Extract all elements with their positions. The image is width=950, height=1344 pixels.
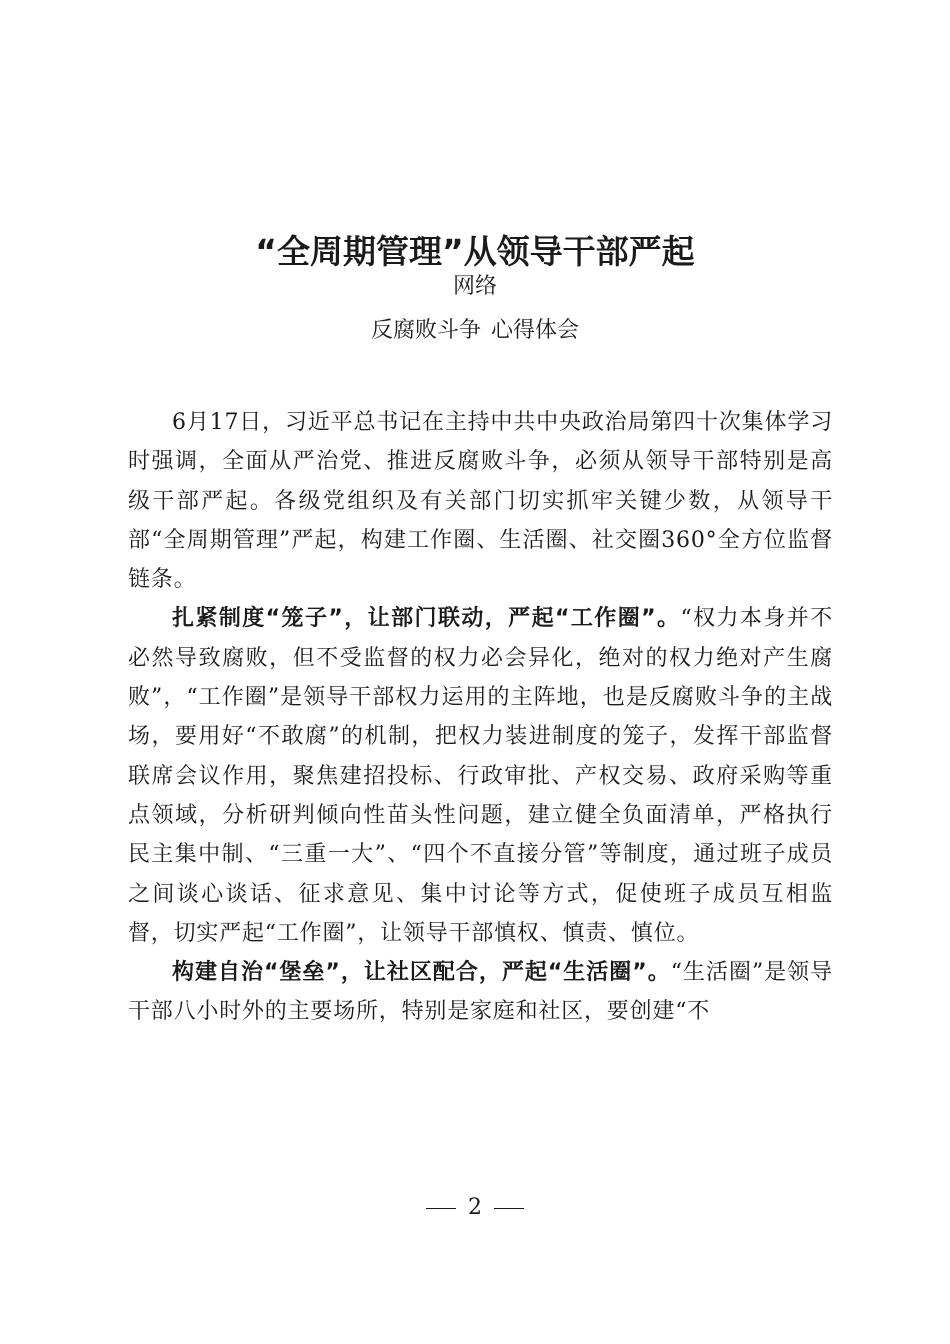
document-body [128, 403, 833, 1032]
paragraph-text: 6月17日，习近平总书记在主持中共中央政治局第四十次集体学习时强调，全面从严治党、推进反腐败斗争，必须从领导干部特别是高级干部严起。各级党组织及有关部门切实抓牢关键少数，从领导干部“全周期管理”严起，构建工作圈、生活圈、社交圈360°全方位监督链条。 [128, 410, 833, 593]
document-tags [0, 314, 950, 348]
page-footer [0, 1192, 950, 1224]
paragraph [128, 599, 833, 953]
paragraph [128, 953, 833, 1032]
document-author: 网络 [452, 274, 497, 299]
tag-item: 反腐败斗争 [370, 318, 481, 343]
footer-dash-right [494, 1208, 524, 1209]
paragraph-text: “生活圈”是领导干部八小时外的主要场所，特别是家庭和社区，要创建“不 [128, 960, 833, 1025]
paragraph [128, 403, 833, 599]
paragraph-lead: 扎紧制度“笼子”，让部门联动，严起“工作圈”。 [172, 606, 681, 632]
paragraph-lead: 构建自治“堡垒”，让社区配合，严起“生活圈”。 [172, 960, 671, 986]
footer-dash-left [426, 1208, 456, 1209]
tag-item: 心得体会 [491, 318, 580, 343]
document-title: “全周期管理”从领导干部严起 [255, 232, 695, 272]
paragraph-text: “权力本身并不必然导致腐败，但不受监督的权力必会异化，绝对的权力绝对产生腐败”，“工作圈”是领导干部权力运用的主阵地，也是反腐败斗争的主战场，要用好“不敢腐”的机制，把权力装进制度的笼子，发挥干部监督联席会议作用，聚焦建招投标、行政审批、产权交易、政府采购等重点领域，分析研判倾向性苗头性问题，建立健全负面清单，严格执行民主集中制、“三重一大”、“四个不直接分管”等制度，通过班子成员之间谈心谈话、征求意见、集中讨论等方式，促使班子成员互相监督，切实严起“工作圈”，让领导干部慎权、慎责、慎位。 [128, 606, 833, 946]
page-number: 2 [468, 1195, 482, 1220]
